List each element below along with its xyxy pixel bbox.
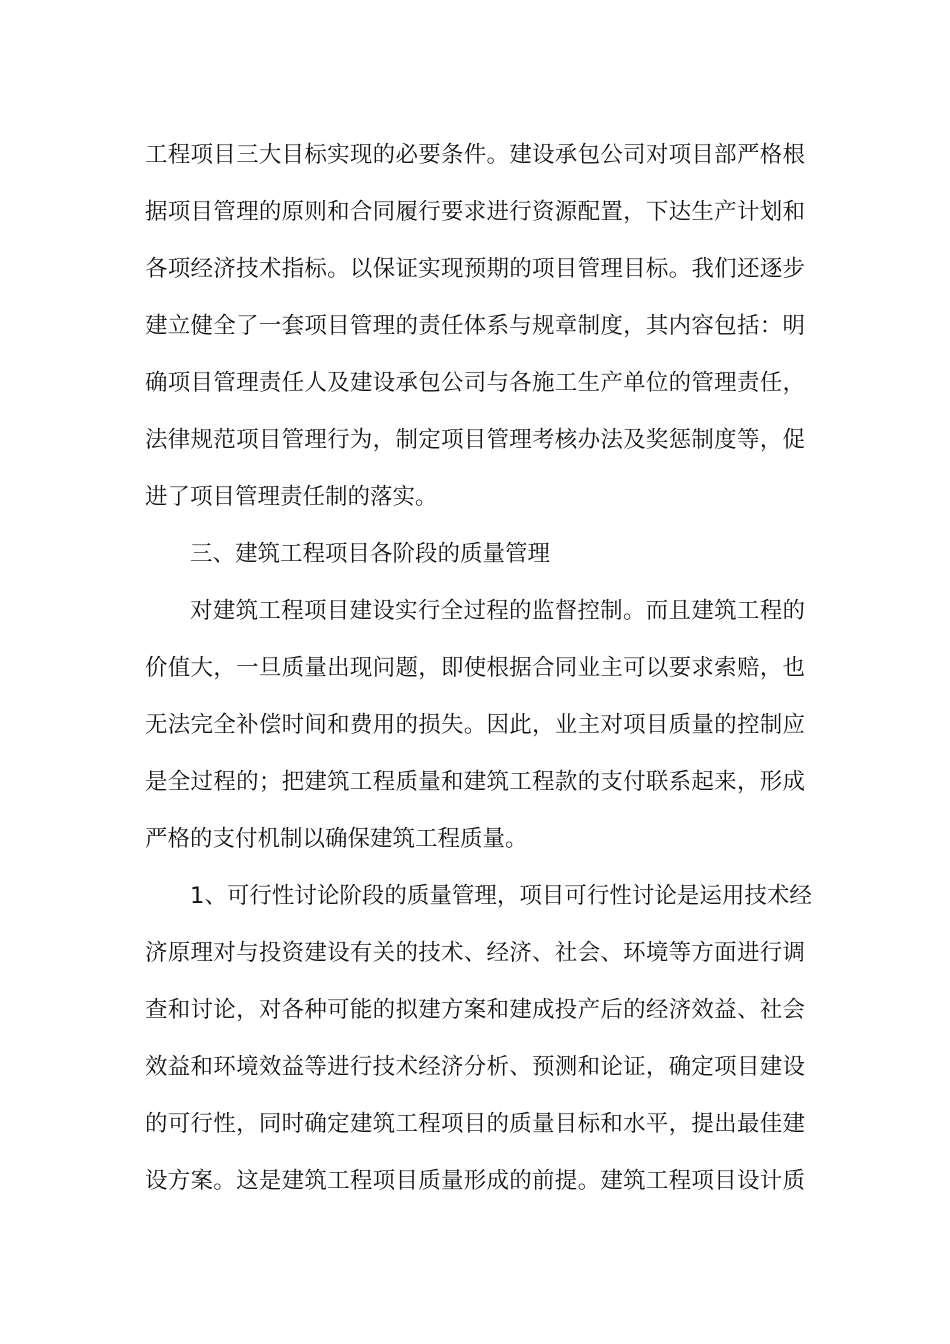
- text-line-5: 确项目管理责任人及建设承包公司与各施工生产单位的管理责任，: [145, 370, 805, 396]
- text-line-19: 设方案。这是建筑工程项目质量形成的前提。建筑工程项目设计质: [145, 1168, 805, 1194]
- text-line-6: 法律规范项目管理行为，制定项目管理考核办法及奖惩制度等，促: [145, 427, 805, 453]
- text-line-13: 严格的支付机制以确保建筑工程质量。: [145, 826, 528, 852]
- text-line-14: 1、可行性讨论阶段的质量管理，项目可行性讨论是运用技术经: [190, 883, 812, 909]
- text-line-3: 各项经济技术指标。以保证实现预期的项目管理目标。我们还逐步: [145, 256, 805, 282]
- text-line-12: 是全过程的；把建筑工程质量和建筑工程款的支付联系起来，形成: [145, 769, 805, 795]
- text-line-10: 价值大，一旦质量出现问题，即使根据合同业主可以要求索赔，也: [145, 655, 805, 681]
- text-line-1: 工程项目三大目标实现的必要条件。建设承包公司对项目部严格根: [145, 142, 805, 168]
- text-line-4: 建立健全了一套项目管理的责任体系与规章制度，其内容包括：明: [145, 313, 805, 339]
- text-line-9: 对建筑工程项目建设实行全过程的监督控制。而且建筑工程的: [190, 598, 805, 624]
- text-line-11: 无法完全补偿时间和费用的损失。因此，业主对项目质量的控制应: [145, 712, 805, 738]
- text-line-18: 的可行性，同时确定建筑工程项目的质量目标和水平，提出最佳建: [145, 1111, 805, 1137]
- text-line-2: 据项目管理的原则和合同履行要求进行资源配置，下达生产计划和: [145, 199, 805, 225]
- text-line-7: 进了项目管理责任制的落实。: [145, 484, 438, 510]
- text-line-15: 济原理对与投资建设有关的技术、经济、社会、环境等方面进行调: [145, 940, 805, 966]
- text-line-17: 效益和环境效益等进行技术经济分析、预测和论证，确定项目建设: [145, 1054, 805, 1080]
- section-heading: 三、建筑工程项目各阶段的质量管理: [190, 541, 551, 567]
- text-line-16: 查和讨论，对各种可能的拟建方案和建成投产后的经济效益、社会: [145, 997, 805, 1023]
